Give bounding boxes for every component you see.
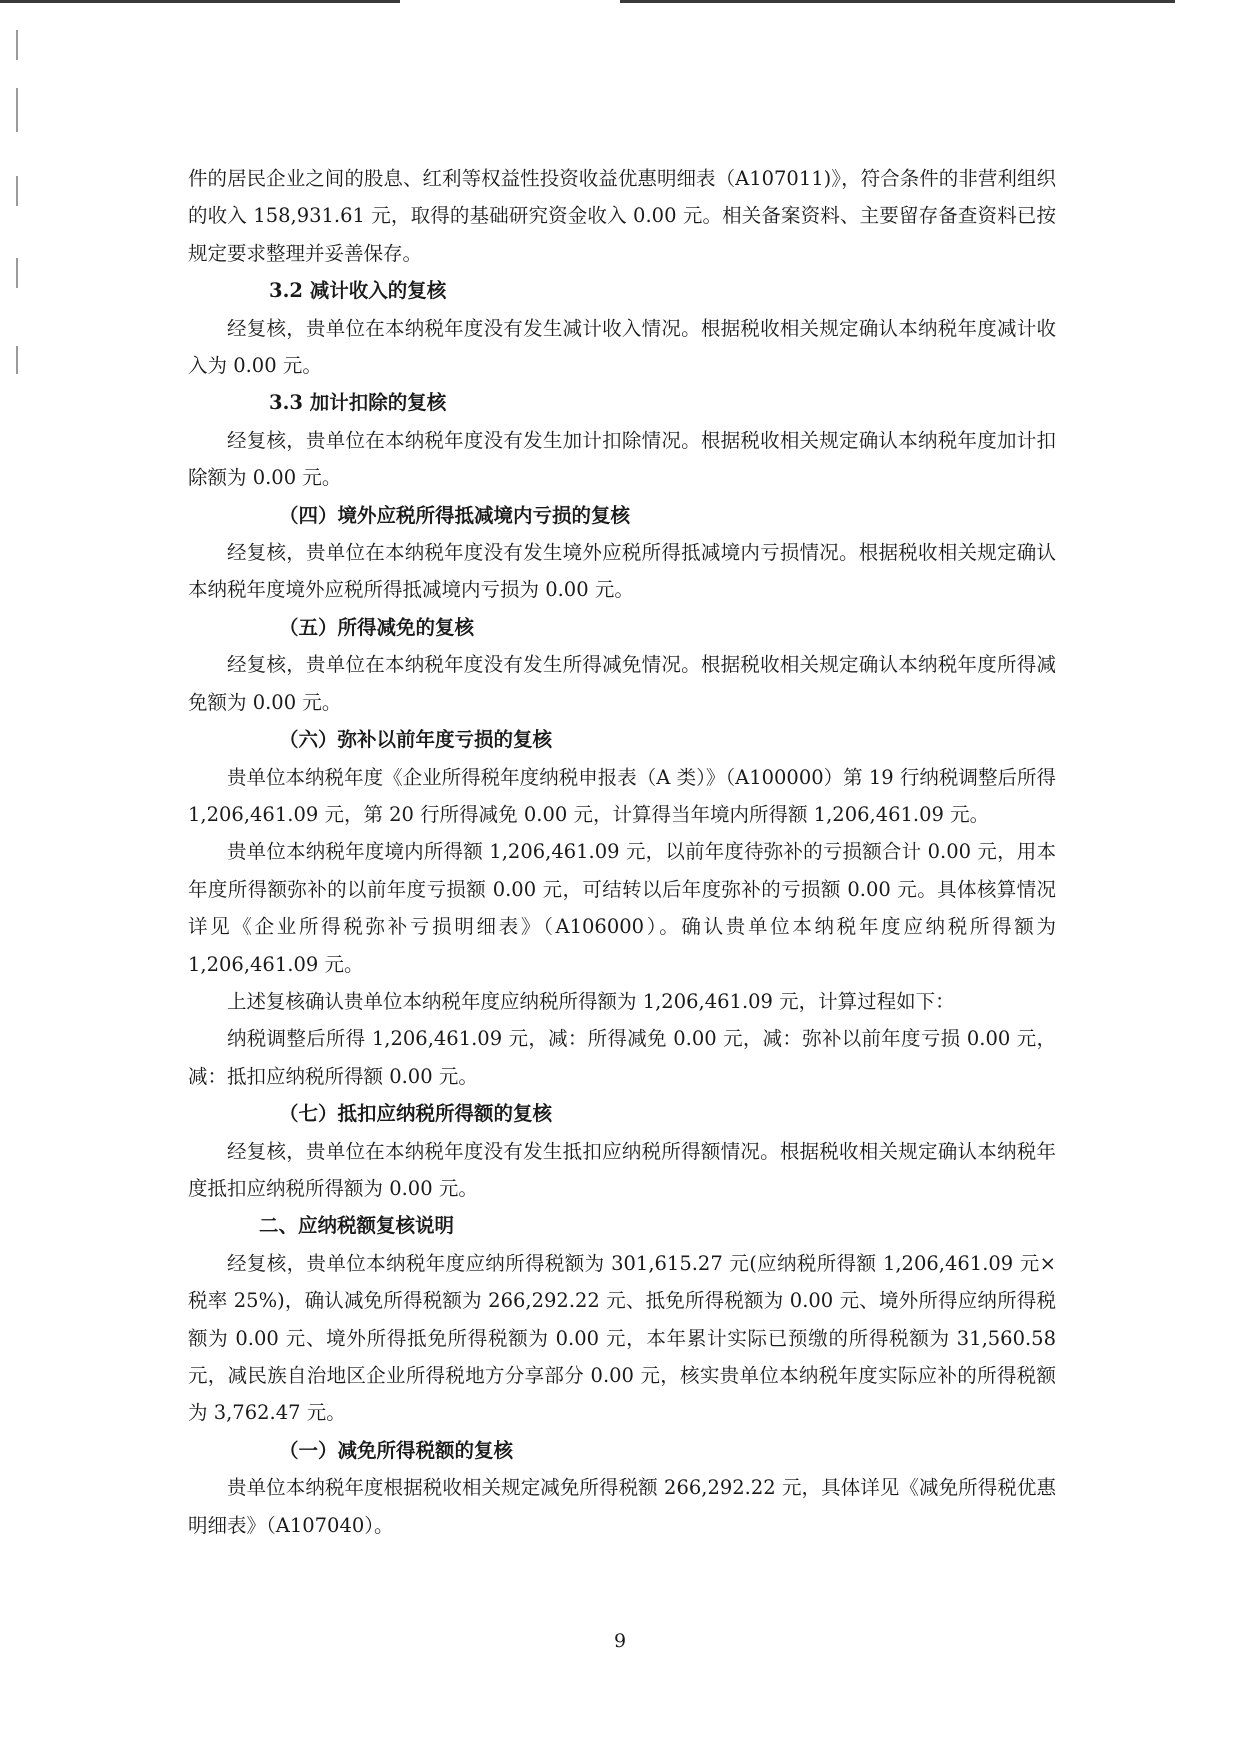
binding-hole-mark (16, 88, 18, 132)
paragraph: 经复核，贵单位在本纳税年度没有发生加计扣除情况。根据税收相关规定确认本纳税年度加计扣除额为 0.00 元。 (188, 428, 1056, 490)
section-heading: （七）抵扣应纳税所得额的复核 (279, 1102, 553, 1126)
section-heading: （一）减免所得税额的复核 (279, 1438, 514, 1462)
binding-hole-mark (16, 176, 18, 206)
paragraph: 件的居民企业之间的股息、红利等权益性投资收益优惠明细表（A107011)》，符合条件的非营利组织的收入 158,931.61 元，取得的基础研究资金收入 0.00 元。相关备案资料、主要留存备查资料已按规定要求整理并妥善保存。 (188, 167, 1056, 265)
paragraph: 贵单位本纳税年度根据税收相关规定减免所得税额 266,292.22 元，具体详见《减免所得税优惠明细表》（A107040）。 (188, 1476, 1056, 1537)
paragraph: 经复核，贵单位在本纳税年度没有发生境外应税所得抵减境内亏损情况。根据税收相关规定确认本纳税年度境外应税所得抵减境内亏损为 0.00 元。 (188, 541, 1056, 602)
paragraph: 经复核，贵单位在本纳税年度没有发生减计收入情况。根据税收相关规定确认本纳税年度减计收入为 0.00 元。 (188, 316, 1056, 378)
paragraph: 经复核，贵单位在本纳税年度没有发生抵扣应纳税所得额情况。根据税收相关规定确认本纳税年度抵扣应纳税所得额为 0.00 元。 (188, 1139, 1056, 1200)
paragraph: 贵单位本纳税年度境内所得额 1,206,461.09 元，以前年度待弥补的亏损额合计 0.00 元，用本年度所得额弥补的以前年度亏损额 0.00 元，可结转以后年度弥补的亏损额 0.00 元。具体核算情况详见《企业所得税弥补亏损明细表》（A106000）。确认贵单位本纳税年度应纳税所得额为 1,206,461.09 元。 (188, 840, 1056, 976)
scan-top-edge-right (620, 0, 1175, 3)
section-heading: （四）境外应税所得抵减境内亏损的复核 (279, 503, 631, 527)
section-heading: （六）弥补以前年度亏损的复核 (279, 728, 553, 752)
page-number: 9 (613, 1630, 627, 1652)
paragraph: 经复核，贵单位在本纳税年度没有发生所得减免情况。根据税收相关规定确认本纳税年度所得减免额为 0.00 元。 (188, 653, 1056, 714)
paragraph: 纳税调整后所得 1,206,461.09 元，减：所得减免 0.00 元，减：弥补以前年度亏损 0.00 元，减：抵扣应纳税所得额 0.00 元。 (188, 1027, 1056, 1088)
binding-hole-mark (16, 30, 18, 60)
paragraph: 贵单位本纳税年度《企业所得税年度纳税申报表（A 类）》（A100000）第 19 行纳税调整后所得 1,206,461.09 元，第 20 行所得减免 0.00 元，计算得当年境内所得额 1,206,461.09 元。 (188, 765, 1056, 826)
scan-top-edge-left (0, 0, 400, 3)
paragraph: 上述复核确认贵单位本纳税年度应纳税所得额为 1,206,461.09 元，计算过程如下： (227, 989, 955, 1013)
binding-hole-mark (16, 346, 18, 374)
section-heading: 3.2 减计收入的复核 (269, 279, 447, 303)
document-body (188, 160, 1056, 1544)
section-heading: 二、应纳税额复核说明 (259, 1214, 455, 1238)
section-heading: （五）所得减免的复核 (279, 615, 475, 639)
section-heading: 3.3 加计扣除的复核 (269, 391, 447, 415)
paragraph: 经复核，贵单位本纳税年度应纳所得税额为 301,615.27 元(应纳税所得额 1,206,461.09 元×税率 25%)，确认减免所得税额为 266,292.22 元、抵免所得税额为 0.00 元、境外所得应纳所得税额为 0.00 元、境外所得抵免所得税额为 0.00 元，本年累计实际已预缴的所得税额为 31,560.58 元，减民族自治地区企业所得税地方分享部分 0.00 元，核实贵单位本纳税年度实际应补的所得税额为 3,762.47 元。 (188, 1251, 1056, 1425)
binding-hole-mark (16, 258, 18, 288)
